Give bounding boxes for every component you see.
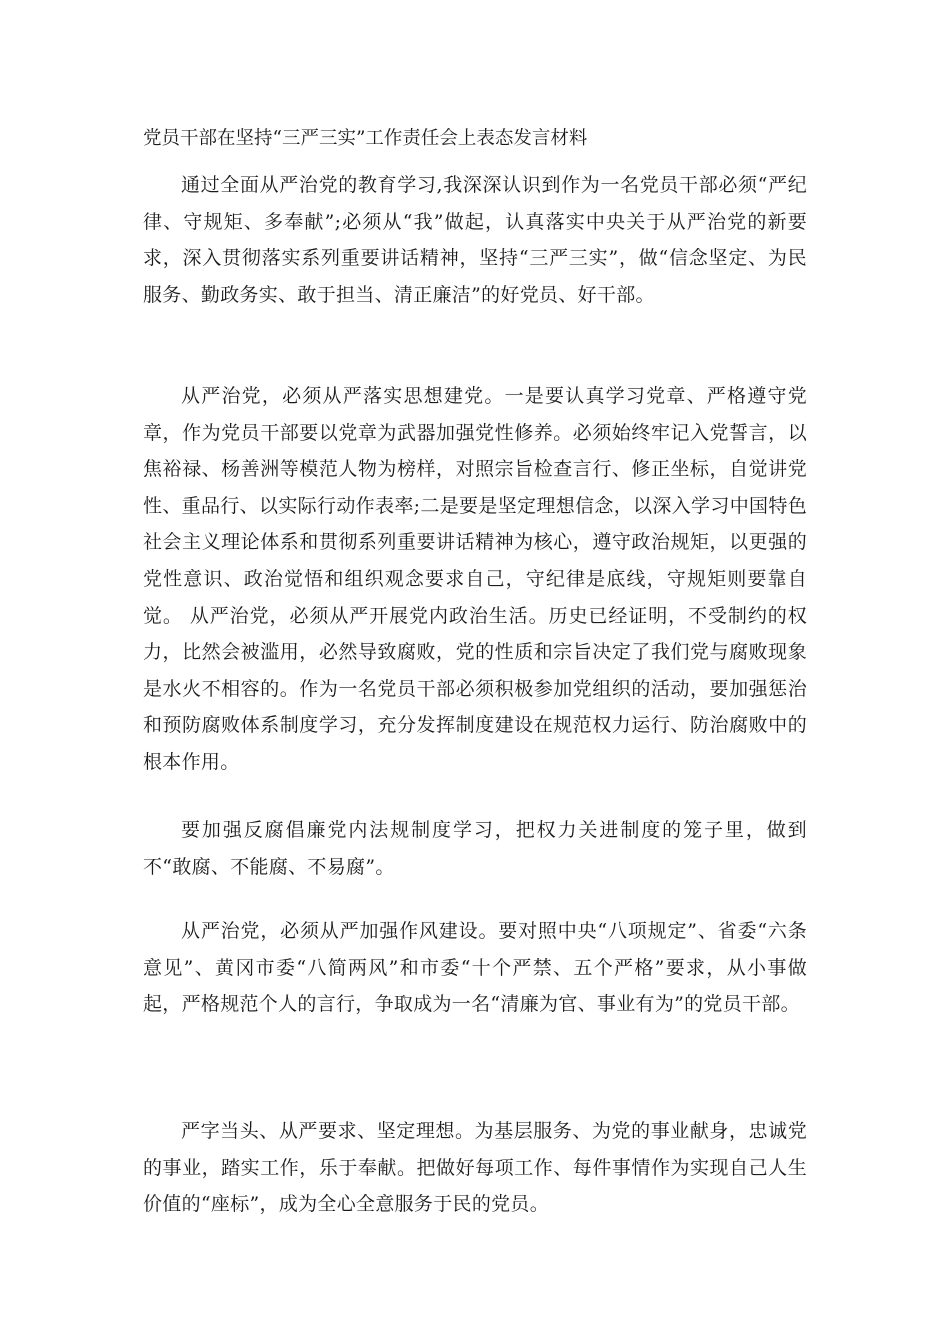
- document-title: 党员干部在坚持“三严三实”工作责任会上表态发言材料: [143, 128, 588, 149]
- paragraph-4: 从严治党，必须从严加强作风建设。要对照中央“八项规定”、省委“六条意见”、黄冈市委“八简两风”和市委“十个严禁、五个严格”要求，从小事做起，严格规范个人的言行，争取成为一名“清廉为官、事业有为”的党员干部。: [143, 920, 807, 1016]
- paragraph-1: 通过全面从严治党的教育学习,我深深认识到作为一名党员干部必须“严纪律、守规矩、多奉献”;必须从“我”做起，认真落实中央关于从严治党的新要求，深入贯彻落实系列重要讲话精神，坚持“三严三实”，做“信念坚定、为民服务、勤政务实、敢于担当、清正廉洁”的好党员、好干部。: [143, 174, 807, 306]
- paragraph-5: 严字当头、从严要求、坚定理想。为基层服务、为党的事业献身，忠诚党的事业，踏实工作，乐于奉献。把做好每项工作、每件事情作为实现自己人生价值的“座标”，成为全心全意服务于民的党员。: [143, 1120, 807, 1216]
- paragraph-3: 要加强反腐倡廉党内法规制度学习，把权力关进制度的笼子里，做到不“敢腐、不能腐、不易腐”。: [143, 819, 807, 878]
- paragraph-2: 从严治党，必须从严落实思想建党。一是要认真学习党章、严格遵守党章，作为党员干部要以党章为武器加强党性修养。必须始终牢记入党誓言，以焦裕禄、杨善洲等模范人物为榜样，对照宗旨检查言行、修正坐标，自觉讲党性、重品行、以实际行动作表率;二是要是坚定理想信念，以深入学习中国特色社会主义理论体系和贯彻系列重要讲话精神为核心，遵守政治规矩，以更强的党性意识、政治觉悟和组织观念要求自己，守纪律是底线，守规矩则要靠自觉。 从严治党，必须从严开展党内政治生活。历史已经证明，不受制约的权力，比然会被滥用，必然导致腐败，党的性质和宗旨决定了我们党与腐败现象是水火不相容的。作为一名党员干部必须积极参加党组织的活动，要加强惩治和预防腐败体系制度学习，充分发挥制度建设在规范权力运行、防治腐败中的根本作用。: [143, 385, 807, 773]
